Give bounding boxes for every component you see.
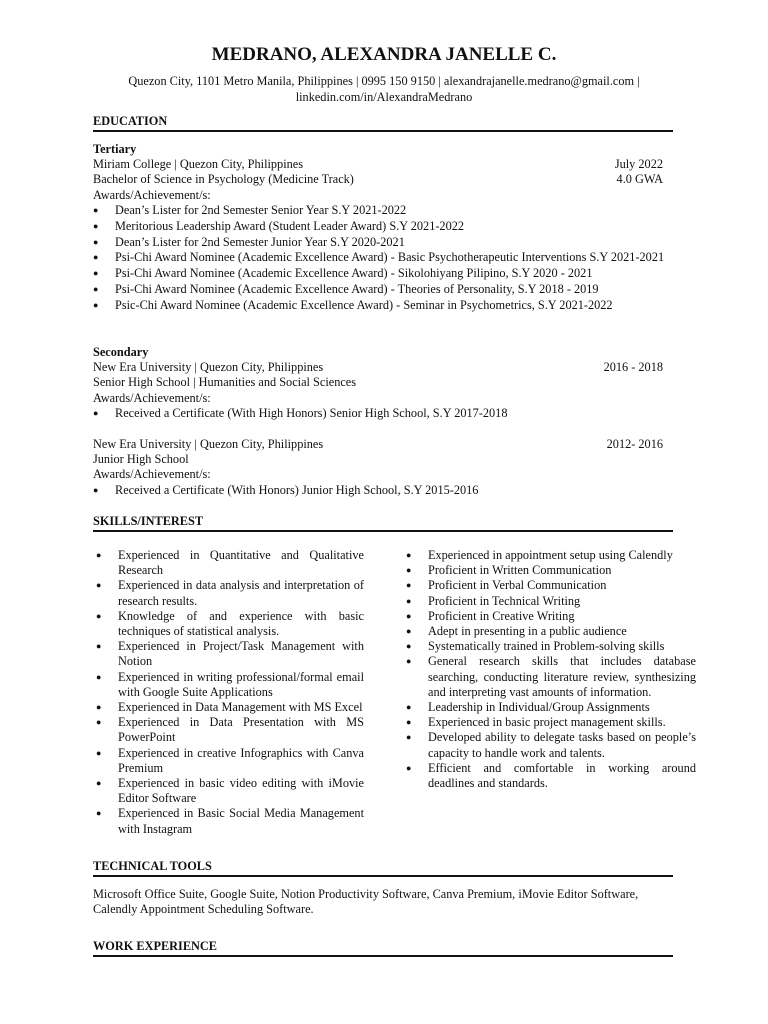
junior-date: 2012- 2016 bbox=[606, 437, 663, 451]
junior-school: New Era University | Quezon City, Philippines bbox=[93, 437, 324, 451]
skill-item: ● Adept in presenting in a public audience bbox=[406, 624, 696, 639]
junior-school-row bbox=[93, 437, 673, 452]
skill-item: ● Experienced in basic project management skills. bbox=[406, 715, 696, 730]
junior-awards-label: Awards/Achievement/s: bbox=[93, 467, 211, 482]
skill-item: ● Knowledge of and experience with basic techniques of statistical analysis. bbox=[96, 609, 364, 639]
award-item: ● Received a Certificate (With Honors) Junior High School, S.Y 2015-2016 bbox=[93, 483, 673, 499]
award-item: ● Psic-Chi Award Nominee (Academic Excellence Award) - Seminar in Psychometrics, S.Y 2021-2022 bbox=[93, 298, 673, 314]
contact-info bbox=[110, 74, 658, 105]
secondary-junior-education bbox=[93, 437, 673, 498]
secondary-senior-education bbox=[93, 345, 673, 422]
contact-line-2: linkedin.com/in/AlexandraMedrano bbox=[295, 89, 473, 104]
contact-line-1: Quezon City, 1101 Metro Manila, Philippines | 0995 150 9150 | alexandrajanelle.medrano@gmail.com | bbox=[128, 74, 640, 88]
award-item: ● Dean’s Lister for 2nd Semester Senior Year S.Y 2021-2022 bbox=[93, 203, 673, 219]
skill-item: ● Proficient in Creative Writing bbox=[406, 609, 696, 624]
education-heading: EDUCATION bbox=[93, 114, 168, 128]
skills-right-list bbox=[406, 548, 696, 791]
skill-item: ● Leadership in Individual/Group Assignments bbox=[406, 700, 696, 715]
senior-school-row bbox=[93, 360, 673, 375]
junior-level: Junior High School bbox=[93, 452, 189, 467]
junior-awards-list bbox=[93, 483, 673, 499]
award-item: ● Received a Certificate (With High Honors) Senior High School, S.Y 2017-2018 bbox=[93, 406, 673, 422]
award-item: ● Meritorious Leadership Award (Student Leader Award) S.Y 2021-2022 bbox=[93, 219, 673, 235]
skill-item: ● Experienced in Basic Social Media Management with Instagram bbox=[96, 806, 364, 836]
skill-item: ● Experienced in Quantitative and Qualitative Research bbox=[96, 548, 364, 578]
tertiary-awards-list bbox=[93, 203, 673, 314]
skill-item: ● Experienced in basic video editing with iMovie Editor Software bbox=[96, 776, 364, 806]
secondary-label: Secondary bbox=[93, 345, 149, 359]
senior-level: Senior High School | Humanities and Social Sciences bbox=[93, 375, 357, 390]
skills-right-column bbox=[406, 548, 696, 791]
senior-date: 2016 - 2018 bbox=[603, 360, 663, 375]
senior-awards-label: Awards/Achievement/s: bbox=[93, 390, 211, 405]
award-item: ● Psi-Chi Award Nominee (Academic Excellence Award) - Basic Psychotherapeutic Interventions S.Y 2021-2021 bbox=[93, 250, 673, 266]
skill-item: ● Experienced in writing professional/formal email with Google Suite Applications bbox=[96, 670, 364, 700]
skill-item: ● Developed ability to delegate tasks based on people’s capacity to handle work and talents. bbox=[406, 730, 696, 760]
award-item: ● Dean’s Lister for 2nd Semester Junior Year S.Y 2020-2021 bbox=[93, 235, 673, 251]
tertiary-date: July 2022 bbox=[614, 157, 663, 172]
skill-item: ● Experienced in creative Infographics with Canva Premium bbox=[96, 746, 364, 776]
technical-tools-text: Microsoft Office Suite, Google Suite, Notion Productivity Software, Canva Premium, iMovie Editor Software, Calendly Appointment Scheduling Software. bbox=[93, 887, 639, 916]
tertiary-degree: Bachelor of Science in Psychology (Medicine Track) bbox=[93, 172, 354, 187]
skill-item: ● Proficient in Verbal Communication bbox=[406, 578, 696, 593]
skill-item: ● Experienced in Data Presentation with MS PowerPoint bbox=[96, 715, 364, 745]
tertiary-school: Miriam College | Quezon City, Philippines bbox=[93, 157, 304, 172]
work-experience-divider bbox=[93, 955, 673, 957]
skill-item: ● Experienced in data analysis and interpretation of research results. bbox=[96, 578, 364, 608]
education-divider bbox=[93, 130, 673, 132]
skill-item: ● Experienced in appointment setup using Calendly bbox=[406, 548, 696, 563]
technical-tools-heading: TECHNICAL TOOLS bbox=[93, 859, 212, 873]
tertiary-education bbox=[93, 142, 673, 314]
senior-awards-list bbox=[93, 406, 673, 422]
technical-tools-divider bbox=[93, 875, 673, 877]
skill-item: ● Efficient and comfortable in working around deadlines and standards. bbox=[406, 761, 696, 791]
skill-item: ● General research skills that includes database searching, conducting literature review, synthesizing and interpreting vast amounts of information. bbox=[406, 654, 696, 700]
tertiary-school-row bbox=[93, 157, 673, 172]
skill-item: ● Proficient in Written Communication bbox=[406, 563, 696, 578]
tertiary-label: Tertiary bbox=[93, 142, 137, 156]
skill-item: ● Experienced in Project/Task Management with Notion bbox=[96, 639, 364, 669]
skill-item: ● Proficient in Technical Writing bbox=[406, 594, 696, 609]
skills-left-column bbox=[96, 548, 364, 837]
applicant-name: MEDRANO, ALEXANDRA JANELLE C. bbox=[211, 44, 557, 65]
skill-item: ● Experienced in Data Management with MS Excel bbox=[96, 700, 364, 715]
award-item: ● Psi-Chi Award Nominee (Academic Excellence Award) - Theories of Personality, S.Y 2018 - 2019 bbox=[93, 282, 673, 298]
tertiary-degree-row bbox=[93, 172, 673, 187]
skills-heading: SKILLS/INTEREST bbox=[93, 514, 204, 528]
award-item: ● Psi-Chi Award Nominee (Academic Excellence Award) - Sikolohiyang Pilipino, S.Y 2020 - 2021 bbox=[93, 266, 673, 282]
tertiary-gwa: 4.0 GWA bbox=[616, 172, 663, 187]
work-experience-heading: WORK EXPERIENCE bbox=[93, 939, 218, 953]
skills-left-list bbox=[96, 548, 364, 837]
skills-divider bbox=[93, 530, 673, 532]
skill-item: ● Systematically trained in Problem-solving skills bbox=[406, 639, 696, 654]
senior-school: New Era University | Quezon City, Philippines bbox=[93, 360, 324, 375]
tertiary-awards-label: Awards/Achievement/s: bbox=[93, 187, 211, 202]
